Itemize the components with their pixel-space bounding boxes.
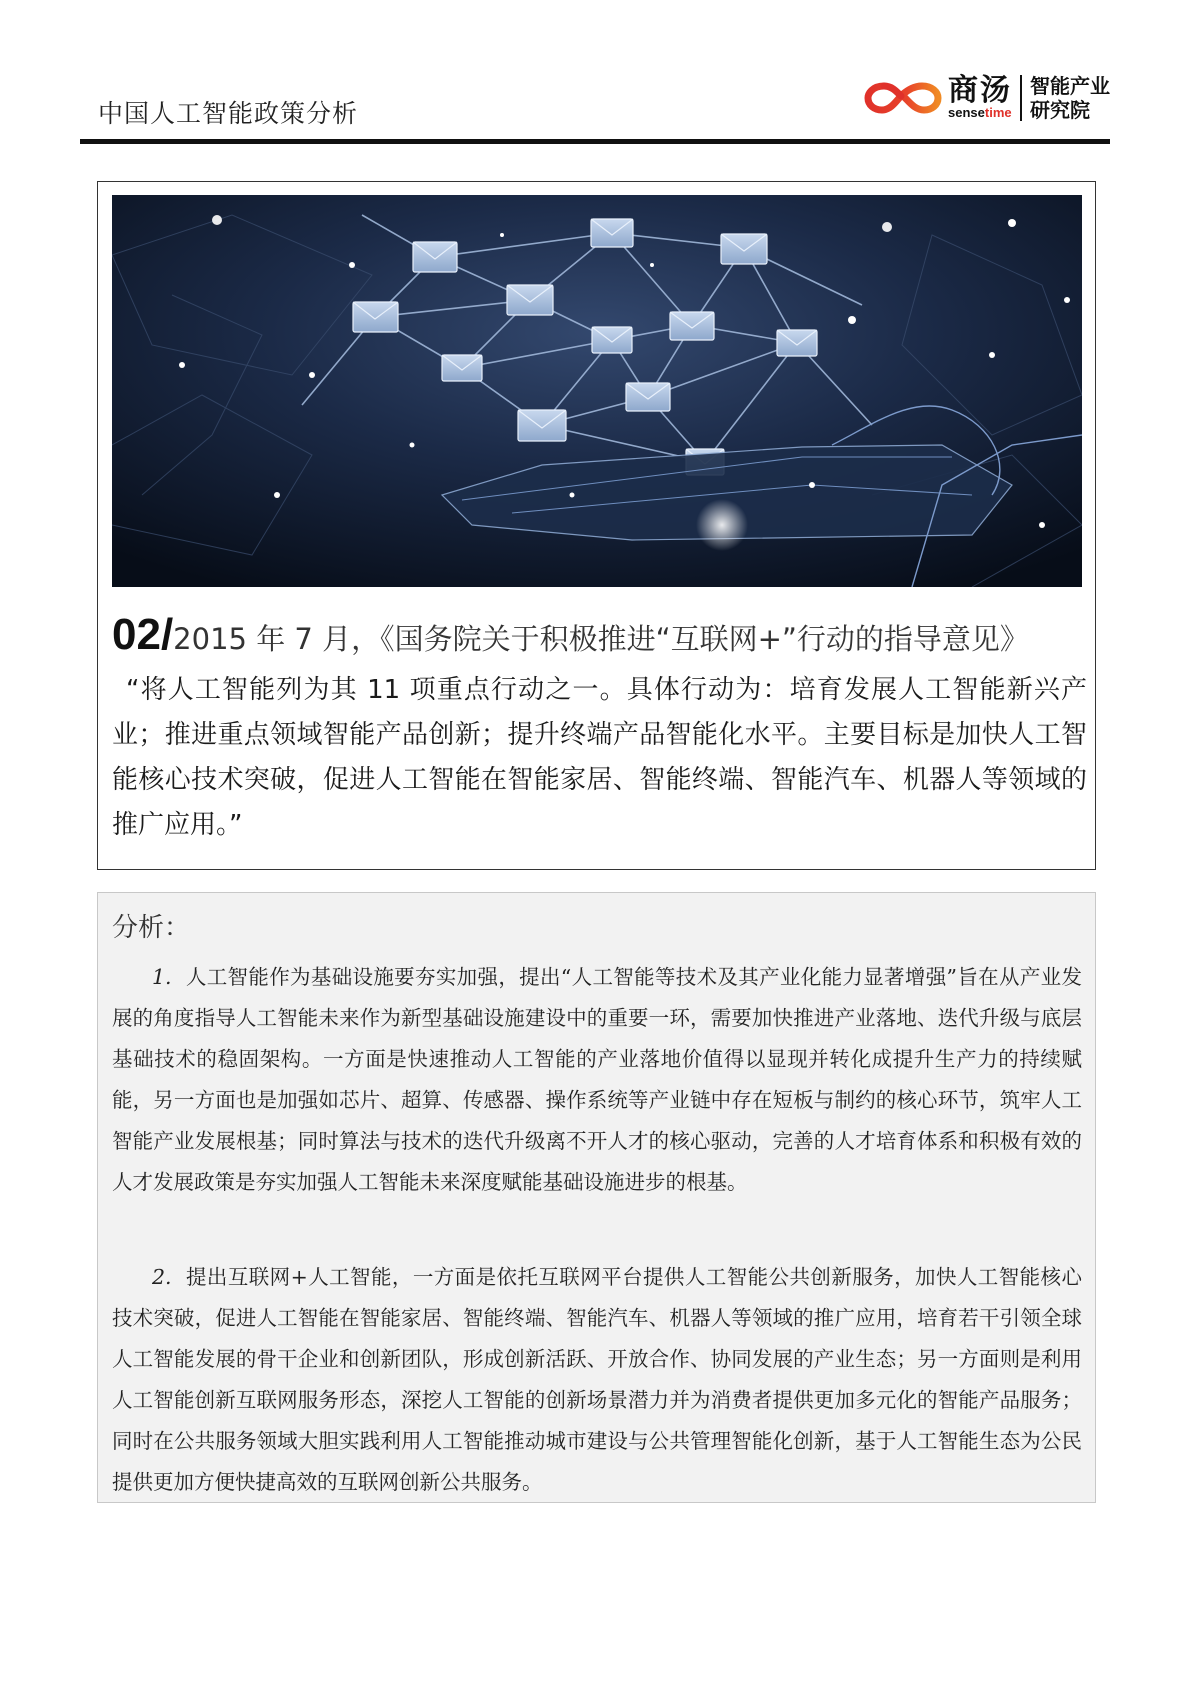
network-envelopes-illustration-icon	[112, 195, 1082, 587]
hero-image	[112, 195, 1082, 587]
logo-en-prefix: sense	[948, 105, 985, 120]
logo-institute	[1030, 74, 1110, 122]
analysis-paragraph	[112, 1257, 1082, 1503]
analysis-item-text: 提出互联网+人工智能，一方面是依托互联网平台提供人工智能公共创新服务，加快人工智能核心技术突破，促进人工智能在智能家居、智能终端、智能汽车、机器人等领域的推广应用，培育若干引领全球人工智能发展的骨干企业和创新团队，形成创新活跃、开放合作、协同发展的产业生态；另一方面则是利用人工智能创新互联网服务形态，深挖人工智能的创新场景潜力并为消费者提供更加多元化的智能产品服务；同时在公共服务领域大胆实践利用人工智能推动城市建设与公共管理智能化创新，基于人工智能生态为公民提供更加方便快捷高效的互联网创新公共服务。	[112, 1265, 1082, 1494]
policy-number: 02/	[112, 610, 174, 659]
logo-cn-name: 商汤	[948, 73, 1012, 108]
policy-title: 2015 年 7 月，《国务院关于积极推进“互联网+”行动的指导意见》	[173, 622, 1029, 656]
header-rule	[80, 139, 1110, 144]
analysis-item-text: 人工智能作为基础设施要夯实加强，提出“人工智能等技术及其产业化能力显著增强”旨在从产业发展的角度指导人工智能未来作为新型基础设施建设中的重要一环，需要加快推进产业落地、迭代升级与底层基础技术的稳固架构。一方面是快速推动人工智能的产业落地价值得以显现并转化成提升生产力的持续赋能，另一方面也是加强如芯片、超算、传感器、操作系统等产业链中存在短板与制约的核心环节，筑牢人工智能产业发展根基；同时算法与技术的迭代升级离不开人才的核心驱动，完善的人才培育体系和积极有效的人才发展政策是夯实加强人工智能未来深度赋能基础设施进步的根基。	[112, 965, 1082, 1194]
document-title: 中国人工智能政策分析	[98, 99, 359, 128]
logo-institute-line2: 研究院	[1030, 98, 1090, 122]
policy-title-line	[112, 610, 1087, 660]
infinity-logo-icon	[864, 78, 942, 118]
analysis-item-number: 2.	[152, 1265, 172, 1289]
logo-en-suffix: time	[984, 105, 1012, 120]
sensetime-logo	[864, 68, 1110, 128]
analysis-heading: 分析：	[112, 913, 191, 943]
policy-quote: “将人工智能列为其 11 项重点行动之一。具体行动为：培育发展人工智能新兴产业；推进重点领域智能产品创新；提升终端产品智能化水平。主要目标是加快人工智能核心技术突破，促进人工智能在智能家居、智能终端、智能汽车、机器人等领域的推广应用。”	[112, 675, 1087, 840]
logo-institute-line1: 智能产业	[1030, 74, 1110, 98]
policy-quote-card	[97, 181, 1096, 870]
logo-divider	[1020, 75, 1022, 121]
analysis-box	[97, 892, 1096, 1503]
analysis-paragraph	[112, 957, 1082, 1203]
page-header	[80, 60, 1110, 150]
analysis-item-number: 1.	[152, 965, 172, 989]
logo-en-name	[948, 106, 1012, 120]
